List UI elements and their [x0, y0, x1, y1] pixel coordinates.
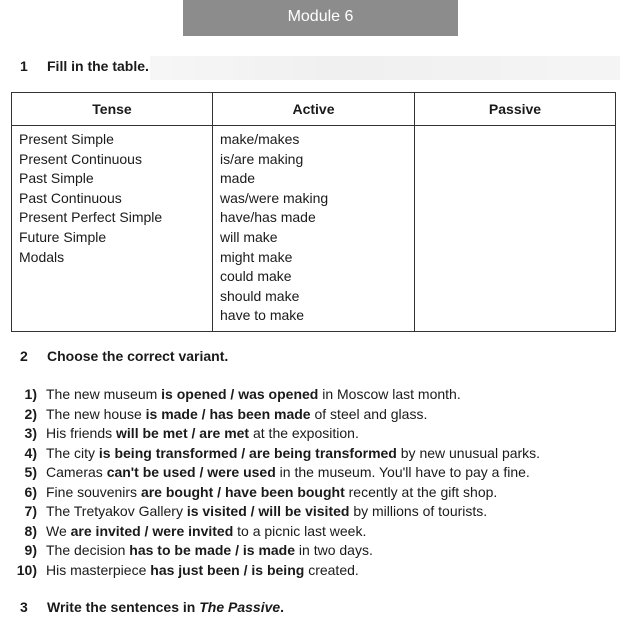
active-form: was/were making — [220, 189, 329, 206]
list-item — [10, 502, 630, 522]
variant-list — [10, 385, 630, 580]
exercise-1-title — [20, 58, 149, 74]
option-2[interactable]: are met — [199, 425, 250, 441]
option-1[interactable]: has just been — [150, 561, 240, 578]
scan-shadow-band — [150, 56, 620, 80]
option-separator: / — [195, 464, 208, 480]
active-form: should make — [220, 287, 300, 304]
sentence-start: The Tretyakov Gallery — [46, 503, 187, 519]
item-number: 3) — [24, 425, 37, 441]
active-form: could make — [220, 268, 292, 285]
list-item — [10, 483, 630, 503]
tense-item: Present Simple — [19, 131, 114, 147]
exercise-3-instruction-emphasis: The Passive — [199, 599, 281, 615]
option-separator: / — [239, 561, 252, 578]
tense-item: Past Continuous — [19, 189, 122, 206]
option-1[interactable]: is opened — [161, 386, 227, 402]
option-1[interactable]: is being transformed — [98, 444, 238, 461]
option-separator: / — [140, 522, 153, 539]
column-header-tense: Tense — [12, 93, 213, 126]
sentence-end: by new unusual parks. — [396, 444, 541, 461]
list-item — [10, 385, 630, 405]
sentence-start: We — [46, 522, 71, 539]
tense-item: Future Simple — [19, 228, 107, 245]
option-separator: / — [226, 386, 239, 402]
table-header-row — [12, 93, 616, 126]
sentence-end: in Moscow last month. — [318, 386, 461, 402]
sentence-start: The new museum — [46, 386, 162, 402]
item-number: 8) — [24, 522, 37, 539]
option-1[interactable]: are bought — [140, 483, 214, 500]
list-item — [10, 424, 630, 444]
option-2[interactable]: were invited — [152, 522, 234, 539]
item-number: 4) — [24, 444, 37, 461]
active-form: will make — [220, 228, 278, 245]
sentence-start: Cameras — [46, 464, 107, 480]
tense-item: Present Perfect Simple — [19, 209, 163, 226]
active-form: made — [220, 170, 256, 187]
sentence-start: The city — [46, 444, 99, 461]
tense-table — [11, 92, 616, 332]
option-separator: / — [187, 425, 200, 441]
sentence-end: by millions of tourists. — [349, 503, 488, 519]
module-header-tab — [183, 0, 458, 36]
active-form: have to make — [220, 307, 305, 324]
sentence-end: to a picnic last week. — [233, 522, 367, 539]
active-form: have/has made — [220, 209, 316, 226]
option-2[interactable]: was opened — [238, 386, 319, 402]
sentence-end: recently at the gift shop. — [344, 483, 498, 500]
option-2[interactable]: is made — [242, 542, 296, 558]
option-separator: / — [246, 503, 259, 519]
option-2[interactable]: have been bought — [224, 483, 345, 500]
exercise-3-instruction: Write the sentences in — [47, 599, 200, 615]
active-column-cell — [213, 126, 415, 332]
sentence-end: in two days. — [295, 542, 373, 558]
option-1[interactable]: are invited — [70, 522, 141, 539]
active-form: make/makes — [220, 131, 300, 147]
sentence-start: His masterpiece — [46, 561, 151, 578]
exercise-2-number: 2 — [20, 348, 28, 364]
option-2[interactable]: has been made — [209, 405, 311, 422]
item-number: 1) — [24, 386, 37, 402]
option-1[interactable]: is made — [145, 405, 198, 422]
table-body-row — [12, 126, 616, 332]
exercise-3-title — [20, 599, 284, 615]
exercise-1-instruction: Fill in the table. — [47, 58, 149, 74]
exercise-2-title — [20, 348, 228, 364]
active-form: is/are making — [220, 150, 304, 167]
exercise-2-instruction: Choose the correct variant. — [47, 348, 229, 364]
option-2[interactable]: will be visited — [258, 503, 350, 519]
column-header-active: Active — [213, 93, 415, 126]
option-1[interactable]: can't be used — [106, 464, 196, 480]
option-1[interactable]: has to be made — [129, 542, 232, 558]
sentence-end: of steel and glass. — [310, 405, 428, 422]
sentence-end: in the museum. You'll have to pay a fine. — [275, 464, 530, 480]
item-number: 10) — [16, 561, 37, 578]
item-number: 6) — [24, 483, 37, 500]
exercise-3-instruction-end: . — [280, 599, 285, 615]
sentence-start: Fine souvenirs — [46, 483, 141, 500]
list-item — [10, 561, 630, 581]
option-2[interactable]: is being — [251, 561, 305, 578]
tense-item: Modals — [19, 248, 65, 265]
list-item — [10, 463, 630, 483]
list-item — [10, 405, 630, 425]
tense-item: Present Continuous — [19, 150, 142, 167]
exercise-1-number: 1 — [20, 58, 28, 74]
passive-column-cell[interactable] — [415, 126, 616, 332]
sentence-end: at the exposition. — [249, 425, 359, 441]
exercise-3-number: 3 — [20, 599, 28, 615]
option-2[interactable]: are being transformed — [249, 444, 397, 461]
option-separator: / — [231, 542, 243, 558]
option-separator: / — [213, 483, 225, 500]
option-separator: / — [197, 405, 210, 422]
option-2[interactable]: were used — [207, 464, 276, 480]
tense-column-cell — [12, 126, 213, 332]
sentence-end: created. — [304, 561, 359, 578]
active-form: might make — [220, 248, 293, 265]
list-item — [10, 541, 630, 561]
option-1[interactable]: is visited — [186, 503, 247, 519]
option-1[interactable]: will be met — [116, 425, 188, 441]
option-separator: / — [237, 444, 250, 461]
list-item — [10, 444, 630, 464]
item-number: 2) — [24, 405, 37, 422]
module-label: Module 6 — [287, 8, 354, 25]
item-number: 7) — [24, 503, 37, 519]
tense-item: Past Simple — [19, 170, 94, 187]
item-number: 9) — [24, 542, 37, 558]
item-number: 5) — [24, 464, 37, 480]
list-item — [10, 522, 630, 542]
sentence-start: His friends — [46, 425, 117, 441]
sentence-start: The new house — [46, 405, 146, 422]
column-header-passive: Passive — [415, 93, 616, 126]
sentence-start: The decision — [46, 542, 130, 558]
